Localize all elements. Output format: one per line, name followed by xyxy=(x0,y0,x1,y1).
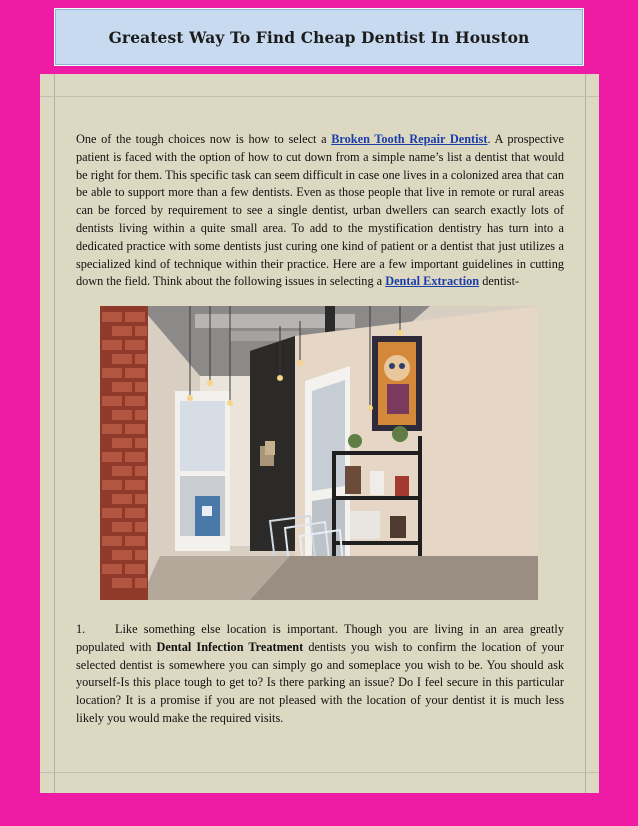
frame-bottom xyxy=(0,793,638,826)
point-1-paragraph xyxy=(76,621,564,728)
frame-left xyxy=(0,0,40,826)
frame-right xyxy=(599,0,638,826)
margin-rule-bottom xyxy=(40,772,599,773)
intro-paragraph xyxy=(76,131,564,291)
margin-rule-left xyxy=(54,74,55,793)
intro-text-1: One of the tough choices now is how to select a xyxy=(76,132,332,146)
page-title: Greatest Way To Find Cheap Dentist In Houston xyxy=(108,27,530,47)
dental-office-photo xyxy=(100,306,538,600)
intro-text-3: dentist- xyxy=(479,274,520,289)
dental-extraction-link[interactable]: Dental Extraction xyxy=(385,274,480,289)
dental-infection-treatment-bold: Dental Infection Treatment xyxy=(156,639,304,654)
margin-rule-top xyxy=(40,96,599,97)
point-1-text-1: Like something else location is important. Though you are living in an area greatly populated with xyxy=(76,622,564,654)
broken-tooth-repair-dentist-link[interactable]: Broken Tooth Repair Dentist xyxy=(331,132,488,146)
point-1-text-2: dentists you wish to confirm the location of your selected dentist is somewhere you can simply go and someplace you wish to be. You should ask yourself-Is this place tough to get to? Is there parking an issue? Do I feel secure in this particular location? It is a promise if you are not pleased with the location of your dentist it is much less likely you would make the required visits. xyxy=(76,639,565,725)
title-banner xyxy=(54,8,584,66)
margin-rule-right xyxy=(585,74,586,793)
intro-text-2: . A prospective patient is faced with the option of how to cut down from a simple name’s list a dentist that would be right for them. This specific task can seem difficult in case one lives in a colonized area that can be able to support more than a few dentists. Even as those people that live in remote or rural areas can be forced by requirement to see a single dentist, urban dwellers can search exactly lots of dentists living within a quite small area. To add to the mystification dentistry has turn into a dedicated practice with some dentists just curing one kind of patient or a dentist that just utilizes a specialized kind of technique within their practice. Here are a few important guidelines in cutting down the field. Think about the following issues in selecting a xyxy=(76,132,564,289)
point-1-number: 1. xyxy=(76,622,86,636)
